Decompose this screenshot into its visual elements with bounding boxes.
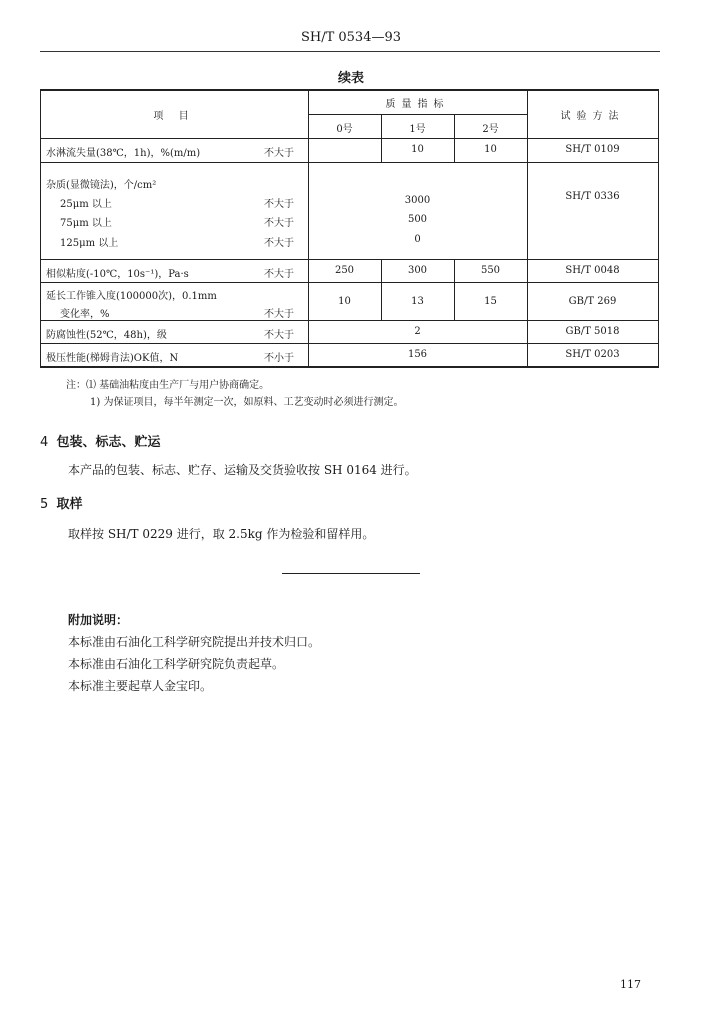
page-number: 117 <box>620 978 641 991</box>
table-bottom-rule <box>40 366 659 368</box>
table-top-rule <box>40 89 659 91</box>
row-item: 极压性能(梯姆肯法)OK值，N <box>46 353 179 364</box>
row-value: 500 <box>407 214 428 225</box>
section-heading <box>40 493 83 512</box>
row-limit: 不大于 <box>264 148 294 159</box>
appendix-line: 本标准主要起草人金宝印。 <box>68 679 213 693</box>
row-limit: 不大于 <box>264 269 294 280</box>
header-code: SH/T 0534—93 <box>300 30 402 45</box>
section-title: 包装、标志、贮运 <box>56 435 161 450</box>
section-title: 取样 <box>56 497 83 512</box>
table-note: 1) 为保证项目，每半年测定一次，如原料、工艺变动时必须进行测定。 <box>90 397 404 408</box>
row-value-1: 13 <box>411 296 424 307</box>
row-limit: 不大于 <box>264 238 294 249</box>
col-header-item: 项 目 <box>153 111 195 122</box>
row-value: 3000 <box>404 195 431 206</box>
row-value-0: 250 <box>334 265 355 276</box>
table-note: 注：⑴ 基础油粘度由生产厂与用户协商确定。 <box>66 380 270 391</box>
row-value-1: 10 <box>411 144 424 155</box>
row-limit: 不大于 <box>264 218 294 229</box>
row-subitem: 25μm 以上 <box>60 199 112 210</box>
col-header-method: 试验方法 <box>560 111 625 122</box>
table-rule <box>40 162 659 163</box>
row-method: GB/T 5018 <box>565 326 620 337</box>
col-header-quality: 质量指标 <box>385 99 450 110</box>
row-item-line2: 变化率，% <box>60 309 110 320</box>
section-heading <box>40 431 161 450</box>
table-rule <box>308 114 527 115</box>
col-header-grade-2: 2号 <box>482 124 499 135</box>
row-value-2: 550 <box>480 265 501 276</box>
row-method: SH/T 0336 <box>565 191 620 202</box>
row-item: 延长工作锥入度(100000次)，0.1mm <box>46 291 217 302</box>
appendix-title: 附加说明： <box>68 613 129 627</box>
row-value: 2 <box>414 326 421 337</box>
row-item: 杂质(显微镜法)，个/cm² <box>46 180 157 191</box>
row-value: 0 <box>414 234 421 245</box>
row-limit: 不大于 <box>264 309 294 320</box>
row-item: 防腐蚀性(52℃，48h)，级 <box>46 330 167 341</box>
row-value-2: 10 <box>484 144 497 155</box>
row-method: GB/T 269 <box>568 296 617 307</box>
table-rule <box>40 259 659 260</box>
col-header-grade-1: 1号 <box>409 124 426 135</box>
row-limit: 不小于 <box>264 353 294 364</box>
row-item: 水淋流失量(38℃，1h)，%(m/m) <box>46 148 201 159</box>
section-number: 4 <box>40 435 49 450</box>
row-item: 相似粘度(-10℃，10s⁻¹)，Pa·s <box>46 269 189 280</box>
appendix-line: 本标准由石油化工科学研究院提出并技术归口。 <box>68 635 321 649</box>
row-method: SH/T 0048 <box>565 265 620 276</box>
row-method: SH/T 0109 <box>565 144 620 155</box>
header-rule <box>40 51 660 52</box>
row-value: 156 <box>407 349 428 360</box>
table-rule <box>40 282 659 283</box>
table-title: 续表 <box>337 71 364 86</box>
row-value-2: 15 <box>484 296 497 307</box>
separator-rule <box>282 573 420 574</box>
section-number: 5 <box>40 497 49 512</box>
row-value-0: 10 <box>338 296 351 307</box>
row-limit: 不大于 <box>264 199 294 210</box>
col-header-grade-0: 0号 <box>336 124 353 135</box>
row-limit: 不大于 <box>264 330 294 341</box>
table-rule <box>40 138 659 139</box>
row-method: SH/T 0203 <box>565 349 620 360</box>
row-subitem: 75μm 以上 <box>60 218 112 229</box>
table-rule <box>40 89 41 367</box>
table-rule <box>40 320 659 321</box>
row-subitem: 125μm 以上 <box>60 238 119 249</box>
appendix-line: 本标准由石油化工科学研究院负责起草。 <box>68 657 285 671</box>
section-text: 取样按 SH/T 0229 进行，取 2.5kg 作为检验和留样用。 <box>68 527 375 541</box>
table-rule <box>658 89 659 367</box>
table-rule <box>40 343 659 344</box>
section-text: 本产品的包装、标志、贮存、运输及交货验收按 SH 0164 进行。 <box>68 463 417 477</box>
row-value-1: 300 <box>407 265 428 276</box>
